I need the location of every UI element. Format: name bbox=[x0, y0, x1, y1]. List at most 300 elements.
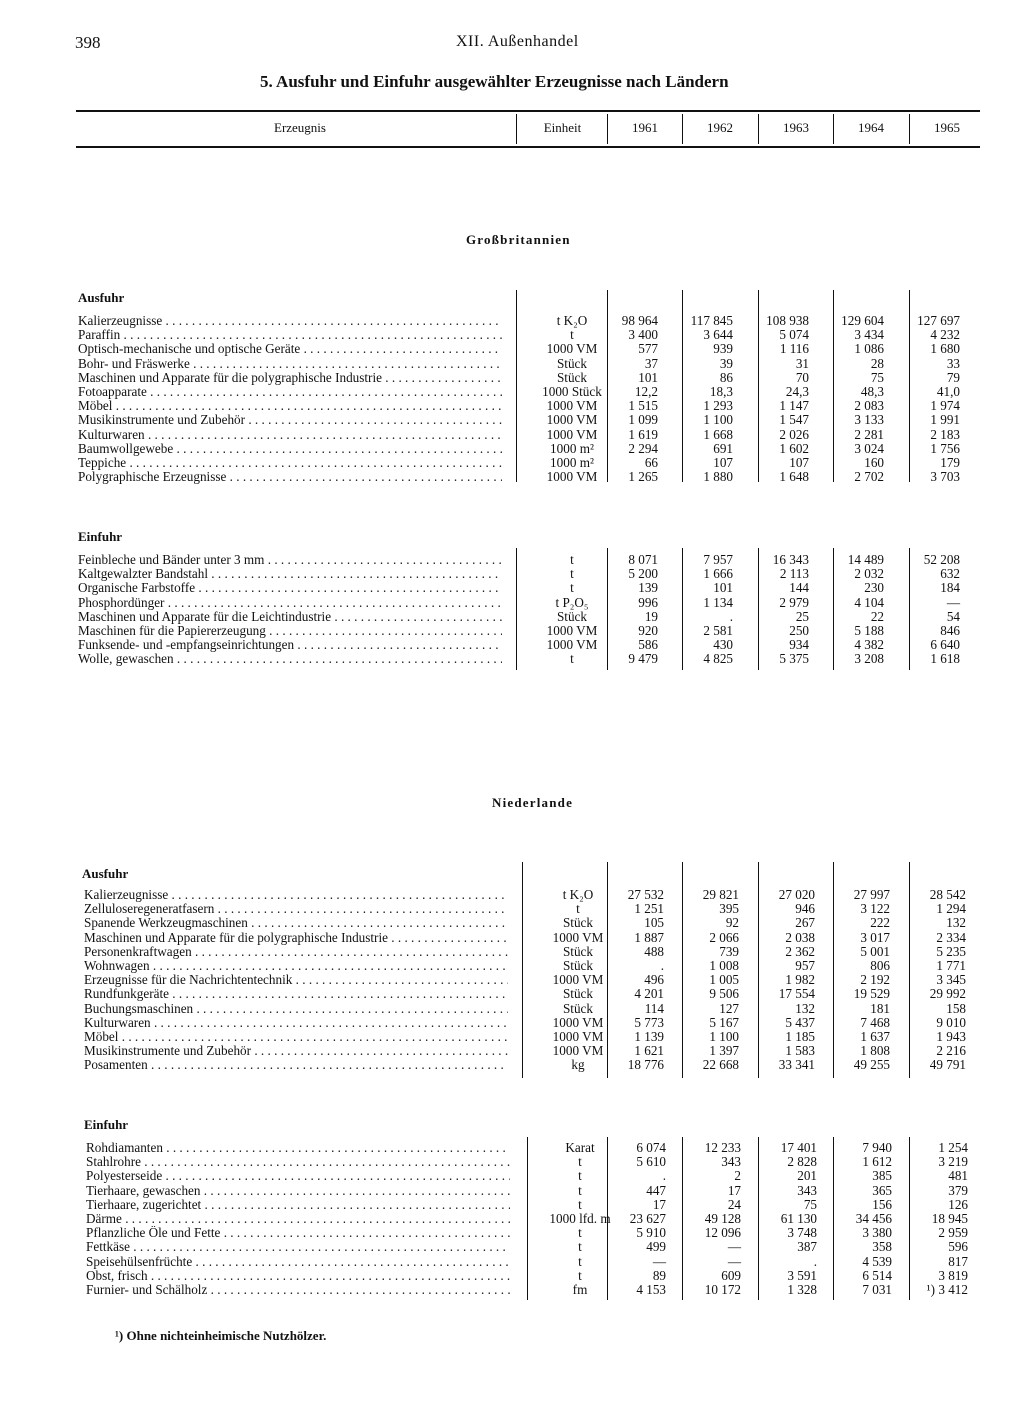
value-cell: 2 083 bbox=[854, 398, 884, 414]
product-label: Stahlrohre . . . bbox=[86, 1155, 510, 1169]
product-label: Tierhaare, zugerichtet . . . bbox=[86, 1198, 510, 1212]
unit-cell: t bbox=[578, 1225, 582, 1241]
value-cell: 4 104 bbox=[854, 594, 884, 610]
value-cell: 343 bbox=[721, 1154, 741, 1170]
unit-cell: 1000 VM bbox=[552, 972, 604, 988]
value-cell: 1 005 bbox=[709, 972, 739, 988]
value-cell: 144 bbox=[789, 580, 809, 596]
unit-cell: t bbox=[578, 1239, 582, 1255]
unit-cell: Stück bbox=[556, 608, 588, 624]
unit-cell: Stück bbox=[562, 915, 594, 931]
product-label: Maschinen und Apparate für die polygraphische Industrie . . . bbox=[78, 371, 502, 385]
value-cell: 1 139 bbox=[634, 1028, 664, 1044]
unit-cell: 1000 VM bbox=[552, 1014, 604, 1030]
value-cell: 3 122 bbox=[860, 901, 890, 917]
value-cell: 1 943 bbox=[936, 1028, 966, 1044]
unit-cell: t bbox=[578, 1182, 582, 1198]
value-cell: 17 bbox=[727, 1182, 741, 1198]
value-cell: 3 133 bbox=[854, 412, 884, 428]
value-cell: 1 397 bbox=[709, 1043, 739, 1059]
value-cell: 3 208 bbox=[854, 651, 884, 667]
value-cell: 48,3 bbox=[860, 383, 884, 399]
unit-cell: t bbox=[570, 327, 574, 343]
product-label: Tierhaare, gewaschen . . . bbox=[86, 1184, 510, 1198]
value-cell: 996 bbox=[638, 594, 658, 610]
value-cell: 1 756 bbox=[930, 440, 960, 456]
value-cell: — bbox=[727, 1239, 741, 1255]
value-cell: 2 026 bbox=[779, 426, 809, 442]
unit-cell: t bbox=[570, 566, 574, 582]
unit-cell: 1000 VM bbox=[552, 1043, 604, 1059]
unit-cell: 1000 VM bbox=[546, 637, 598, 653]
product-label: Fettkäse . . . bbox=[86, 1240, 510, 1254]
value-cell: 184 bbox=[940, 580, 960, 596]
page-number: 398 bbox=[75, 33, 101, 52]
section-heading-einfuhr: Einfuhr bbox=[84, 1117, 129, 1132]
unit-cell: 1000 m² bbox=[550, 454, 594, 470]
unit-cell: fm bbox=[572, 1281, 588, 1297]
value-cell: 1 293 bbox=[703, 398, 733, 414]
unit-cell: t bbox=[570, 552, 574, 567]
value-cell: 2 032 bbox=[854, 566, 884, 582]
value-cell: 7 031 bbox=[862, 1281, 892, 1297]
unit-cell: 1000 VM bbox=[546, 341, 598, 357]
value-cell: 2 066 bbox=[709, 929, 739, 945]
value-cell: 5 235 bbox=[936, 943, 966, 959]
product-label: Polyesterseide . . . bbox=[86, 1169, 510, 1183]
value-cell: 481 bbox=[948, 1168, 968, 1184]
value-cell: 365 bbox=[872, 1182, 892, 1198]
value-cell: 75 bbox=[870, 369, 884, 385]
unit-cell: 1000 VM bbox=[546, 622, 598, 638]
value-cell: 158 bbox=[946, 1000, 966, 1016]
product-label: Wolle, gewaschen . . . bbox=[78, 652, 502, 666]
header-divider bbox=[758, 114, 759, 144]
column-divider bbox=[516, 548, 517, 670]
value-cell: 1 808 bbox=[860, 1043, 890, 1059]
value-cell: 49 255 bbox=[853, 1057, 890, 1073]
unit-cell: 1000 VM bbox=[552, 1028, 604, 1044]
product-label: Phosphordünger . . . bbox=[78, 596, 502, 610]
value-cell: 1 982 bbox=[785, 972, 815, 988]
column-divider bbox=[527, 1137, 528, 1300]
product-label: Polygraphische Erzeugnisse . . . bbox=[78, 470, 502, 484]
value-cell: 230 bbox=[864, 580, 884, 596]
product-label: Posamenten . . . bbox=[84, 1058, 508, 1072]
unit-cell: Stück bbox=[556, 355, 588, 371]
value-cell: 3 434 bbox=[854, 327, 884, 343]
value-cell: 114 bbox=[644, 1000, 664, 1016]
value-cell: 2 183 bbox=[930, 426, 960, 442]
product-label: Möbel . . . bbox=[84, 1030, 508, 1044]
value-cell: 6 514 bbox=[862, 1267, 892, 1283]
country-heading: Großbritannien bbox=[466, 232, 571, 247]
unit-cell: 1000 VM bbox=[546, 398, 598, 414]
unit-cell: 1000 Stück bbox=[542, 383, 602, 399]
value-cell: 586 bbox=[638, 637, 658, 653]
value-cell: 4 232 bbox=[930, 327, 960, 343]
value-cell: 3 345 bbox=[936, 972, 966, 988]
value-cell: — bbox=[727, 1253, 741, 1269]
column-divider bbox=[516, 290, 517, 482]
value-cell: 1 680 bbox=[930, 341, 960, 357]
running-head: XII. Außenhandel bbox=[456, 33, 579, 50]
value-cell: 1 648 bbox=[779, 469, 809, 485]
value-cell: 22 668 bbox=[702, 1057, 739, 1073]
value-cell: 33 341 bbox=[778, 1057, 815, 1073]
value-cell: 25 bbox=[795, 608, 809, 624]
value-cell: 49 791 bbox=[929, 1057, 966, 1073]
value-cell: 3 380 bbox=[862, 1225, 892, 1241]
value-cell: 33 bbox=[946, 355, 960, 371]
product-label: Feinbleche und Bänder unter 3 mm . . . bbox=[78, 553, 502, 567]
value-cell: 12,2 bbox=[634, 383, 658, 399]
value-cell: 49 128 bbox=[704, 1210, 741, 1226]
value-cell: 3 400 bbox=[628, 327, 658, 343]
value-cell: 596 bbox=[948, 1239, 968, 1255]
value-cell: 2 281 bbox=[854, 426, 884, 442]
value-cell: 24 bbox=[727, 1196, 741, 1212]
value-cell: 3 591 bbox=[787, 1267, 817, 1283]
value-cell: 1 100 bbox=[709, 1028, 739, 1044]
value-cell: 12 233 bbox=[704, 1140, 741, 1155]
product-label: Erzeugnisse für die Nachrichtentechnik . . . bbox=[84, 973, 508, 987]
value-cell: 52 208 bbox=[923, 552, 960, 567]
value-cell: — bbox=[652, 1253, 666, 1269]
product-label: Funksende- und -empfangseinrichtungen . . . bbox=[78, 638, 502, 652]
value-cell: 18,3 bbox=[709, 383, 733, 399]
product-label: Buchungsmaschinen . . . bbox=[84, 1002, 508, 1016]
header-divider bbox=[607, 114, 608, 144]
section-heading-einfuhr: Einfuhr bbox=[78, 529, 123, 544]
value-cell: 430 bbox=[713, 637, 733, 653]
footnote: ¹) Ohne nichteinheimische Nutzhölzer. bbox=[115, 1328, 327, 1343]
value-cell: 132 bbox=[795, 1000, 815, 1016]
value-cell: 939 bbox=[713, 341, 733, 357]
value-cell: 24,3 bbox=[785, 383, 809, 399]
value-cell: 139 bbox=[638, 580, 658, 596]
product-label: Organische Farbstoffe . . . bbox=[78, 581, 502, 595]
value-cell: 946 bbox=[795, 901, 815, 917]
unit-cell: t K₂O bbox=[556, 313, 588, 328]
value-cell: 181 bbox=[870, 1000, 890, 1016]
product-label: Rohdiamanten . . . bbox=[86, 1141, 510, 1155]
value-cell: 2 bbox=[734, 1168, 741, 1184]
unit-cell: Stück bbox=[556, 369, 588, 385]
value-cell: 19 bbox=[644, 608, 658, 624]
value-cell: 127 bbox=[719, 1000, 739, 1016]
unit-cell: Stück bbox=[562, 943, 594, 959]
value-cell: 6 074 bbox=[636, 1140, 666, 1155]
column-header-year: 1963 bbox=[783, 120, 809, 135]
product-label: Optisch-mechanische und optische Geräte . . . bbox=[78, 342, 502, 356]
value-cell: 79 bbox=[946, 369, 960, 385]
value-cell: 632 bbox=[940, 566, 960, 582]
value-cell: 9 479 bbox=[628, 651, 658, 667]
value-cell: 7 957 bbox=[703, 552, 733, 567]
value-cell: 27 020 bbox=[778, 887, 815, 902]
value-cell: 201 bbox=[797, 1168, 817, 1184]
value-cell: 1 887 bbox=[634, 929, 664, 945]
value-cell: 222 bbox=[870, 915, 890, 931]
table-top-rule bbox=[76, 110, 980, 112]
value-cell: 2 113 bbox=[779, 566, 809, 582]
value-cell: 957 bbox=[795, 957, 815, 973]
product-label: Därme . . . bbox=[86, 1212, 510, 1226]
value-cell: 920 bbox=[638, 622, 658, 638]
value-cell: 3 819 bbox=[938, 1267, 968, 1283]
unit-cell: kg bbox=[571, 1057, 585, 1073]
value-cell: 16 343 bbox=[772, 552, 809, 567]
value-cell: 1 254 bbox=[938, 1140, 968, 1155]
value-cell: 1 668 bbox=[703, 426, 733, 442]
value-cell: 7 940 bbox=[862, 1140, 892, 1155]
value-cell: 28 542 bbox=[929, 887, 966, 902]
product-label: Rundfunkgeräte . . . bbox=[84, 987, 508, 1001]
value-cell: 2 362 bbox=[785, 943, 815, 959]
value-cell: 156 bbox=[872, 1196, 892, 1212]
unit-cell: 1000 VM bbox=[552, 929, 604, 945]
value-cell: 98 964 bbox=[621, 313, 658, 328]
column-header-year: 1965 bbox=[934, 120, 960, 135]
value-cell: 1 100 bbox=[703, 412, 733, 428]
value-cell: 29 821 bbox=[702, 887, 739, 902]
value-cell: 8 071 bbox=[628, 552, 658, 567]
unit-cell: t P₂O₅ bbox=[555, 594, 589, 610]
value-cell: 691 bbox=[713, 440, 733, 456]
value-cell: 37 bbox=[644, 355, 658, 371]
value-cell: 107 bbox=[713, 454, 733, 470]
table-header-bottom-rule bbox=[76, 146, 980, 148]
column-header-year: 1961 bbox=[632, 120, 658, 135]
product-label: Kulturwaren . . . bbox=[78, 428, 502, 442]
value-cell: 2 038 bbox=[785, 929, 815, 945]
unit-cell: 1000 lfd. m bbox=[549, 1210, 611, 1226]
unit-cell: t bbox=[578, 1168, 582, 1184]
product-label: Möbel . . . bbox=[78, 399, 502, 413]
value-cell: 817 bbox=[948, 1253, 968, 1269]
country-heading: Niederlande bbox=[492, 795, 574, 810]
value-cell: 4 382 bbox=[854, 637, 884, 653]
column-header-year: 1964 bbox=[858, 120, 884, 135]
unit-cell: Stück bbox=[562, 957, 594, 973]
value-cell: 385 bbox=[872, 1168, 892, 1184]
value-cell: 343 bbox=[797, 1182, 817, 1198]
value-cell: 1 612 bbox=[862, 1154, 892, 1170]
value-cell: 18 945 bbox=[931, 1210, 968, 1226]
product-label: Baumwollgewebe . . . bbox=[78, 442, 502, 456]
value-cell: 1 974 bbox=[930, 398, 960, 414]
unit-cell: Stück bbox=[562, 986, 594, 1002]
value-cell: 3 219 bbox=[938, 1154, 968, 1170]
unit-cell: t bbox=[578, 1267, 582, 1283]
value-cell: 1 602 bbox=[779, 440, 809, 456]
unit-cell: 1000 VM bbox=[546, 412, 598, 428]
product-label: Kaltgewalzter Bandstahl . . . bbox=[78, 567, 502, 581]
value-cell: 107 bbox=[789, 454, 809, 470]
value-cell: 1 666 bbox=[703, 566, 733, 582]
value-cell: 1 265 bbox=[628, 469, 658, 485]
value-cell: 1 991 bbox=[930, 412, 960, 428]
product-label: Kalierzeugnisse . . . bbox=[78, 314, 502, 328]
product-label: Maschinen und Apparate für die Leichtindustrie . . . bbox=[78, 610, 502, 624]
product-label: Furnier- und Schälholz . . . bbox=[86, 1283, 510, 1297]
product-label: Maschinen und Apparate für die polygraphische Industrie . . . bbox=[84, 931, 508, 945]
value-cell: 1 328 bbox=[787, 1281, 817, 1297]
value-cell: 22 bbox=[870, 608, 884, 624]
value-cell: 41,0 bbox=[936, 383, 960, 399]
unit-cell: 1000 VM bbox=[546, 426, 598, 442]
value-cell: 846 bbox=[940, 622, 960, 638]
value-cell: 70 bbox=[795, 369, 809, 385]
value-cell: 1 619 bbox=[628, 426, 658, 442]
value-cell: 75 bbox=[803, 1196, 817, 1212]
value-cell: 129 604 bbox=[841, 313, 884, 328]
value-cell: 4 153 bbox=[636, 1281, 666, 1297]
value-cell: 160 bbox=[864, 454, 884, 470]
unit-cell: t bbox=[578, 1154, 582, 1170]
unit-cell: t bbox=[578, 1253, 582, 1269]
value-cell: 1 251 bbox=[634, 901, 664, 917]
value-cell: 2 216 bbox=[936, 1043, 966, 1059]
value-cell: 5 773 bbox=[634, 1014, 664, 1030]
value-cell: 1 547 bbox=[779, 412, 809, 428]
value-cell: 499 bbox=[646, 1239, 666, 1255]
product-label: Fotoapparate . . . bbox=[78, 385, 502, 399]
value-cell: 66 bbox=[644, 454, 658, 470]
value-cell: 2 828 bbox=[787, 1154, 817, 1170]
product-label: Wohnwagen . . . bbox=[84, 959, 508, 973]
product-label: Bohr- und Fräswerke . . . bbox=[78, 357, 502, 371]
value-cell: 28 bbox=[870, 355, 884, 371]
value-cell: . bbox=[660, 957, 664, 973]
value-cell: 27 997 bbox=[853, 887, 890, 902]
value-cell: 101 bbox=[713, 580, 733, 596]
value-cell: 12 096 bbox=[704, 1225, 741, 1241]
value-cell: 1 116 bbox=[779, 341, 809, 357]
value-cell: 3 017 bbox=[860, 929, 890, 945]
product-label: Speisehülsenfrüchte . . . bbox=[86, 1255, 510, 1269]
value-cell: 395 bbox=[719, 901, 739, 917]
value-cell: 5 910 bbox=[636, 1225, 666, 1241]
value-cell: 86 bbox=[719, 369, 733, 385]
value-cell: 267 bbox=[795, 915, 815, 931]
value-cell: 17 554 bbox=[778, 986, 815, 1002]
value-cell: 18 776 bbox=[627, 1057, 664, 1073]
header-divider bbox=[516, 114, 517, 144]
header-divider bbox=[682, 114, 683, 144]
value-cell: 19 529 bbox=[853, 986, 890, 1002]
unit-cell: 1000 VM bbox=[546, 469, 598, 485]
column-header-product: Erzeugnis bbox=[274, 120, 326, 135]
value-cell: 2 294 bbox=[628, 440, 658, 456]
value-cell: 108 938 bbox=[766, 313, 809, 328]
value-cell: 1 185 bbox=[785, 1028, 815, 1044]
value-cell: 101 bbox=[638, 369, 658, 385]
value-cell: 27 532 bbox=[627, 887, 664, 902]
value-cell: 3 703 bbox=[930, 469, 960, 485]
value-cell: . bbox=[813, 1253, 817, 1269]
value-cell: 34 456 bbox=[855, 1210, 892, 1226]
value-cell: 387 bbox=[797, 1239, 817, 1255]
value-cell: 126 bbox=[948, 1196, 968, 1212]
section-heading-ausfuhr: Ausfuhr bbox=[82, 866, 129, 881]
value-cell: 5 001 bbox=[860, 943, 890, 959]
value-cell: 29 992 bbox=[929, 986, 966, 1002]
value-cell: 1 583 bbox=[785, 1043, 815, 1059]
value-cell: 5 200 bbox=[628, 566, 658, 582]
value-cell: 105 bbox=[644, 915, 664, 931]
value-cell: 54 bbox=[946, 608, 960, 624]
value-cell: 10 172 bbox=[704, 1281, 741, 1297]
value-cell: 4 825 bbox=[703, 651, 733, 667]
value-cell: 1 618 bbox=[930, 651, 960, 667]
value-cell: 1 515 bbox=[628, 398, 658, 414]
value-cell: 5 188 bbox=[854, 622, 884, 638]
value-cell: 496 bbox=[644, 972, 664, 988]
value-cell: 1 147 bbox=[779, 398, 809, 414]
product-label: Maschinen für die Papiererzeugung . . . bbox=[78, 624, 502, 638]
value-cell: 5 074 bbox=[779, 327, 809, 343]
unit-cell: t bbox=[576, 901, 580, 917]
product-label: Pflanzliche Öle und Fette . . . bbox=[86, 1226, 510, 1240]
value-cell: 1 637 bbox=[860, 1028, 890, 1044]
unit-cell: Stück bbox=[562, 1000, 594, 1016]
value-cell: 2 192 bbox=[860, 972, 890, 988]
product-label: Paraffin . . . bbox=[78, 328, 502, 342]
value-cell: 609 bbox=[721, 1267, 741, 1283]
value-cell: 4 201 bbox=[634, 986, 664, 1002]
unit-cell: 1000 m² bbox=[550, 440, 594, 456]
value-cell: 5 375 bbox=[779, 651, 809, 667]
value-cell: 61 130 bbox=[780, 1210, 817, 1226]
value-cell: 31 bbox=[795, 355, 809, 371]
value-cell: 117 845 bbox=[690, 313, 733, 328]
section-heading-ausfuhr: Ausfuhr bbox=[78, 290, 125, 305]
value-cell: 1 134 bbox=[703, 594, 733, 610]
value-cell: 17 bbox=[652, 1196, 666, 1212]
value-cell: . bbox=[729, 608, 733, 624]
value-cell: 2 959 bbox=[938, 1225, 968, 1241]
product-label: Personenkraftwagen . . . bbox=[84, 945, 508, 959]
product-label: Spanende Werkzeugmaschinen . . . bbox=[84, 916, 508, 930]
value-cell: 1 099 bbox=[628, 412, 658, 428]
value-cell: 3 748 bbox=[787, 1225, 817, 1241]
product-label: Musikinstrumente und Zubehör . . . bbox=[78, 413, 502, 427]
value-cell: 2 702 bbox=[854, 469, 884, 485]
value-cell: 739 bbox=[719, 943, 739, 959]
value-cell: 2 979 bbox=[779, 594, 809, 610]
value-cell: 5 610 bbox=[636, 1154, 666, 1170]
value-cell: 127 697 bbox=[917, 313, 960, 328]
value-cell: 89 bbox=[652, 1267, 666, 1283]
value-cell: 250 bbox=[789, 622, 809, 638]
column-header-unit: Einheit bbox=[543, 120, 582, 135]
value-cell: 1 880 bbox=[703, 469, 733, 485]
value-cell: 5 437 bbox=[785, 1014, 815, 1030]
product-label: Kalierzeugnisse . . . bbox=[84, 888, 508, 902]
value-cell: 39 bbox=[719, 355, 733, 371]
value-cell: 9 010 bbox=[936, 1014, 966, 1030]
product-label: Kulturwaren . . . bbox=[84, 1016, 508, 1030]
product-label: Teppiche . . . bbox=[78, 456, 502, 470]
value-cell: 488 bbox=[644, 943, 664, 959]
value-cell: 2 334 bbox=[936, 929, 966, 945]
value-cell: 934 bbox=[789, 637, 809, 653]
value-cell: 1 294 bbox=[936, 901, 966, 917]
value-cell: — bbox=[946, 594, 960, 610]
column-divider bbox=[522, 862, 523, 1078]
